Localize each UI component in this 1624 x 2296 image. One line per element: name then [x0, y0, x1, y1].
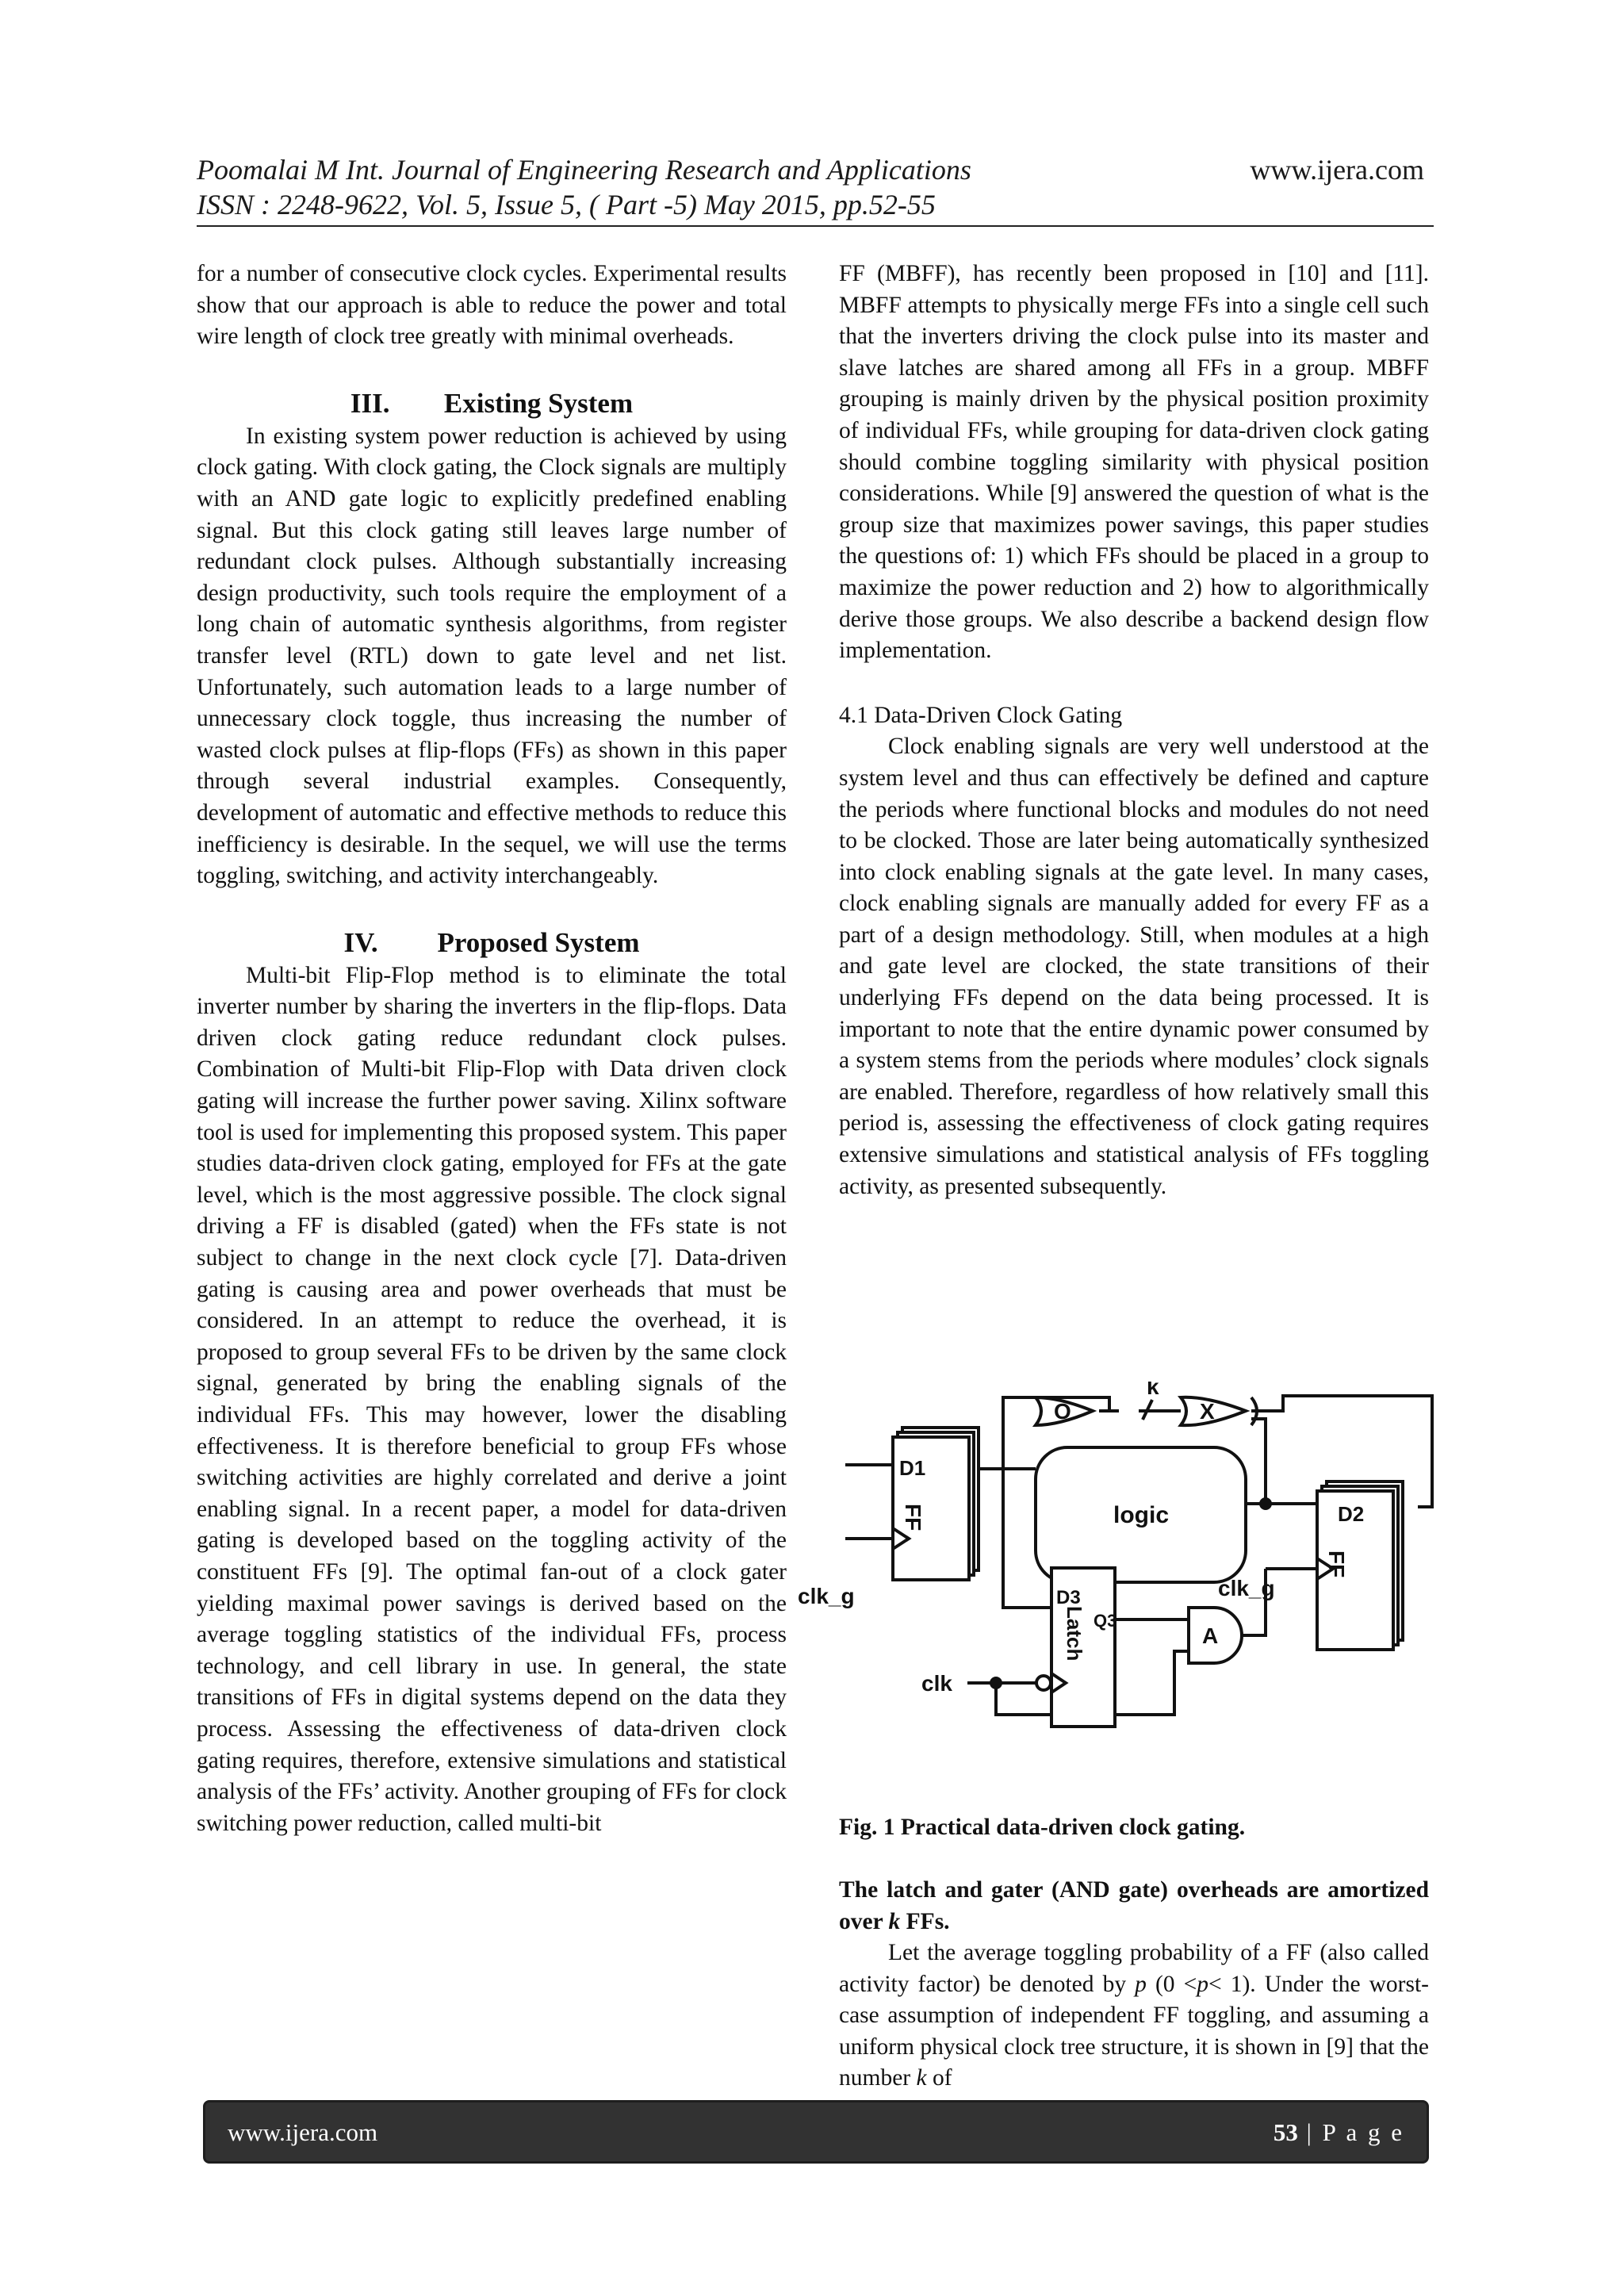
or-gate-label: O: [1054, 1399, 1071, 1424]
junction-dot: [990, 1677, 1002, 1689]
page-footer: [203, 2100, 1429, 2164]
d3-label: D3: [1056, 1587, 1081, 1608]
clk-label: clk: [921, 1671, 952, 1696]
figure-note: The latch and gater (AND gate) overheads are amortized over k FFs.: [839, 1877, 1429, 1934]
k-variable: k: [888, 1908, 901, 1934]
section-number: IV.: [343, 926, 378, 958]
section-heading-existing-system: [197, 386, 787, 421]
d2-label: D2: [1338, 1502, 1365, 1526]
and-gate-label: A: [1202, 1623, 1219, 1648]
proposed-system-paragraph: Multi-bit Flip-Flop method is to eliminate the total inverter number by sharing the inverters in the flip-flops. Data driven clock gating reduce redundant clock pulses. Combination of Multi-bit Flip-Flop with Data driven clock gating will increase the further power saving. Xilinx software tool is used for implementing this proposed system. This paper studies data-driven clock gating, employed for FFs at the gate level, which is the most aggressive possible. The clock signal driving a FF is disabled (gated) when the FFs state is not subject to change in the next clock cycle [7]. Data-driven gating is causing area and power overheads that must be considered. In an attempt to reduce the overhead, it is proposed to group several FFs to be driven by the same clock signal, generated by bring the enabling signals of the individual FFs. This may however, lower the disabling effectiveness. It is therefore beneficial to group FFs whose switching activities are highly correlated and derive a joint enabling signal. In a recent paper, a model for data-driven gating is developed based on the toggling activity of the constituent FFs [9]. The optimal fan-out of a clock gater yielding maximal power savings is derived based on the average toggling statistics of the individual FFs, process technology, and cell library in use. In general, the state transitions of FFs in digital systems depend on the data they process. Assessing the effectiveness of data-driven clock gating requires, therefore, extensive simulations and statistical analysis of the FFs’ activity. Another grouping of FFs for clock switching power reduction, called multi-bit: [197, 962, 787, 1836]
figure-1-diagram: [798, 1382, 1456, 1778]
section-heading-proposed-system: [197, 926, 787, 960]
q3-label: Q3: [1094, 1611, 1117, 1631]
intro-paragraph: for a number of consecutive clock cycles. Experimental results show that our approach is able to reduce the power and total wire length of clock tree greatly with minimal overheads.: [197, 261, 787, 350]
running-header: [197, 152, 1424, 222]
ff2-label: FF: [1324, 1550, 1349, 1578]
ff1-label: FF: [901, 1504, 925, 1531]
bus-width-label: k: [1147, 1382, 1159, 1399]
d1-label: D1: [899, 1456, 926, 1480]
latch-label: Latch: [1063, 1606, 1086, 1662]
page-number-label: 53 | P a g e: [1273, 2118, 1404, 2146]
journal-url[interactable]: www.ijera.com: [1250, 154, 1424, 186]
subsection-heading: 4.1 Data-Driven Clock Gating: [839, 702, 1123, 728]
clk-g-right-label: clk_g: [1218, 1576, 1275, 1600]
section-number: III.: [350, 387, 390, 419]
left-column: [197, 259, 787, 1839]
section-title: Existing System: [443, 387, 634, 419]
activity-paragraph: Let the average toggling probability of a FF (also called activity factor) be denoted by p (0 <p< 1). Under the worst-case assumption of independent FF toggling, and assuming a uniform physical clock tree structure, it is shown in [9] that the number k of: [839, 1940, 1429, 2091]
mbff-paragraph: FF (MBFF), has recently been proposed in [10] and [11]. MBFF attempts to physically merge FFs into a single cell such that the inverters driving the clock pulse into its master and slave latches are shared among all FFs in a group. MBFF grouping is mainly driven by the physical position proximity of individual FFs, while grouping for data-driven clock gating should combine toggling similarity with physical position considerations. While [9] answered the question of what is the group size that maximizes power savings, this paper studies the questions of: 1) which FFs should be placed in a group to maximize the power reduction and 2) how to algorithmically derive those groups. We also describe a backend design flow implementation.: [839, 261, 1429, 664]
xor-gate-label: X: [1200, 1399, 1215, 1424]
xor-input-wire: [1251, 1419, 1317, 1504]
figure-caption: Fig. 1 Practical data-driven clock gating.: [839, 1815, 1246, 1840]
activity-paragraph-block: [839, 1938, 1429, 2095]
junction-dot: [1259, 1497, 1272, 1510]
issn-line: ISSN : 2248-9622, Vol. 5, Issue 5, ( Part -5) May 2015, pp.52-55: [197, 189, 936, 220]
right-column: [839, 259, 1429, 1202]
journal-title: Poomalai M Int. Journal of Engineering Research and Applications: [197, 154, 971, 186]
page-number: 53: [1273, 2118, 1298, 2146]
footer-url[interactable]: www.ijera.com: [228, 2118, 378, 2146]
clk-g-left-label: clk_g: [798, 1584, 855, 1608]
section-title: Proposed System: [437, 926, 640, 958]
header-rule: [197, 225, 1434, 227]
existing-system-paragraph: In existing system power reduction is achieved by using clock gating. With clock gating, the Clock signals are multiply with an AND gate logic to explicitly predefined enabling signal. But this clock gating still leaves large number of redundant clock pulses. Although substantially increasing design productivity, such tools require the employment of a long chain of automatic synthesis algorithms, from register transfer level (RTL) down to gate level and net list. Unfortunately, such automation leads to a large number of unnecessary clock toggle, thus increasing the number of wasted clock pulses at flip-flops (FFs) as shown in this paper through several industrial examples. Consequently, development of automatic and effective methods to reduce this inefficiency is desirable. In the sequel, we will use the terms toggling, switching, and activity interchangeably.: [197, 423, 787, 889]
latch-inverter-bubble: [1036, 1676, 1051, 1690]
logic-label: logic: [1113, 1502, 1170, 1528]
clock-gating-paragraph: Clock enabling signals are very well understood at the system level and thus can effectively be defined and capture the periods where functional blocks and modules do not need to be clocked. Those are later being automatically synthesized into clock enabling signals at the gate level. In many cases, clock enabling signals are manually added for every FF as a part of a design methodology. Still, when modules at a high and gate level are clocked, the state transitions of their underlying FFs depend on the data being processed. It is important to note that the entire dynamic power consumed by a system stems from the periods where modules’ clock signals are enabled. Therefore, regardless of how relatively small this period is, assessing the effectiveness of clock gating requires extensive simulations and statistical analysis of FFs toggling activity, as presented subsequently.: [839, 734, 1429, 1199]
